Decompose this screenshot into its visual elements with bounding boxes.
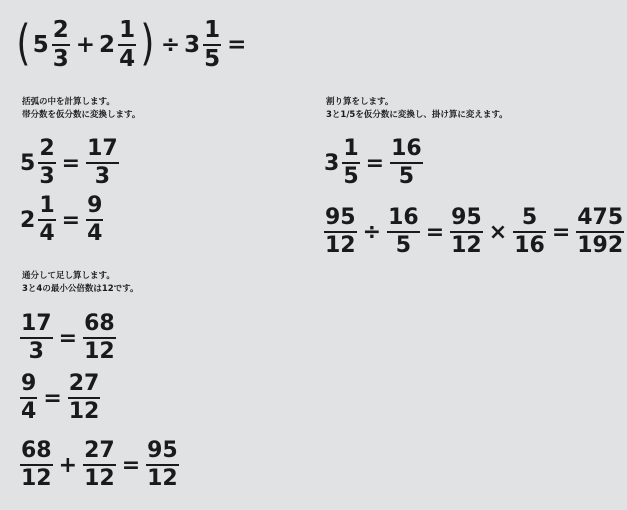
denominator: 12	[325, 233, 356, 258]
mixed-whole: 3	[324, 150, 340, 176]
fraction	[68, 373, 101, 423]
fraction	[83, 313, 116, 363]
numerator: 95	[325, 205, 356, 230]
fraction	[86, 195, 103, 245]
numerator: 68	[21, 438, 52, 463]
denominator: 5	[343, 164, 359, 189]
numerator: 1	[204, 17, 221, 43]
numerator: 95	[147, 438, 178, 463]
denominator: 12	[84, 339, 115, 364]
numerator: 9	[87, 193, 103, 218]
fraction	[203, 19, 221, 71]
denominator: 16	[514, 233, 545, 258]
fraction	[342, 138, 359, 188]
numerator: 2	[52, 17, 69, 43]
divisor-convert-equation	[324, 138, 425, 188]
note-line: 帯分数を仮分数に変換します。	[22, 109, 141, 120]
numerator: 5	[521, 205, 538, 230]
denominator: 3	[52, 46, 69, 72]
step1-note	[22, 96, 140, 121]
mixed-whole: 2	[20, 207, 36, 233]
note-line: 括弧の中を計算します。	[22, 97, 115, 107]
note-line: 3と4の最小公倍数は12です。	[22, 283, 139, 294]
denominator: 12	[68, 399, 100, 424]
problem-expression	[14, 15, 250, 72]
close-paren: )	[140, 15, 155, 71]
times-sign: ×	[488, 219, 508, 245]
numerator: 1	[343, 136, 359, 161]
fraction	[20, 373, 37, 423]
denominator: 12	[147, 466, 178, 491]
fraction	[390, 138, 423, 188]
plus-sign: +	[58, 452, 78, 478]
numerator: 16	[388, 205, 419, 230]
fraction	[513, 207, 546, 257]
numerator: 17	[87, 136, 118, 161]
fraction	[38, 138, 55, 188]
note-line: 3と1/5を仮分数に変換し、掛け算に変えます。	[326, 109, 508, 120]
numerator: 9	[21, 371, 37, 396]
fraction	[83, 440, 116, 490]
equals-sign: =	[227, 32, 247, 58]
division-equation	[322, 207, 626, 257]
numerator: 27	[84, 438, 115, 463]
denominator: 5	[398, 164, 415, 189]
fraction	[324, 207, 357, 257]
mixed-whole: 2	[99, 32, 116, 58]
convert-equation-1	[20, 138, 121, 188]
numerator: 1	[39, 193, 55, 218]
common-denominator-equation-2	[18, 373, 102, 423]
denominator: 4	[87, 221, 103, 246]
denominator: 3	[39, 164, 55, 189]
equals-sign: =	[61, 207, 81, 233]
denominator: 12	[84, 466, 115, 491]
denominator: 4	[119, 46, 136, 72]
equals-sign: =	[551, 219, 571, 245]
equals-sign: =	[43, 385, 62, 411]
plus-sign: +	[75, 32, 96, 58]
fraction	[38, 195, 55, 245]
step3-note	[326, 96, 508, 121]
fraction	[146, 440, 179, 490]
equals-sign: =	[121, 452, 141, 478]
denominator: 4	[21, 399, 37, 424]
mixed-whole: 5	[32, 32, 49, 58]
fraction	[118, 19, 136, 71]
numerator: 17	[21, 311, 52, 336]
fraction	[450, 207, 483, 257]
fraction	[576, 207, 624, 257]
addition-equation	[18, 440, 181, 490]
common-denominator-equation-1	[18, 313, 118, 363]
fraction	[20, 440, 53, 490]
mixed-whole: 5	[20, 150, 36, 176]
numerator: 68	[84, 311, 115, 336]
divide-sign: ÷	[362, 219, 382, 245]
denominator: 3	[94, 164, 111, 189]
denominator: 5	[395, 233, 412, 258]
fraction	[387, 207, 420, 257]
numerator: 475	[577, 205, 624, 230]
denominator: 12	[21, 466, 52, 491]
note-line: 通分して足し算します。	[22, 271, 115, 281]
divide-sign: ÷	[160, 32, 181, 58]
numerator: 95	[451, 205, 482, 230]
equals-sign: =	[58, 325, 78, 351]
fraction	[86, 138, 119, 188]
equals-sign: =	[61, 150, 81, 176]
mixed-whole: 3	[184, 32, 201, 58]
numerator: 27	[68, 371, 100, 396]
denominator: 12	[451, 233, 482, 258]
open-paren: (	[16, 15, 31, 71]
numerator: 1	[119, 17, 136, 43]
fraction	[52, 19, 70, 71]
denominator: 4	[39, 221, 55, 246]
fraction	[20, 313, 53, 363]
equals-sign: =	[425, 219, 445, 245]
denominator: 5	[204, 46, 221, 72]
step2-note	[22, 270, 138, 295]
equals-sign: =	[365, 150, 385, 176]
denominator: 192	[577, 233, 624, 258]
numerator: 2	[39, 136, 55, 161]
denominator: 3	[28, 339, 44, 364]
numerator: 16	[391, 136, 422, 161]
convert-equation-2	[20, 195, 105, 245]
note-line: 割り算をします。	[326, 97, 394, 107]
